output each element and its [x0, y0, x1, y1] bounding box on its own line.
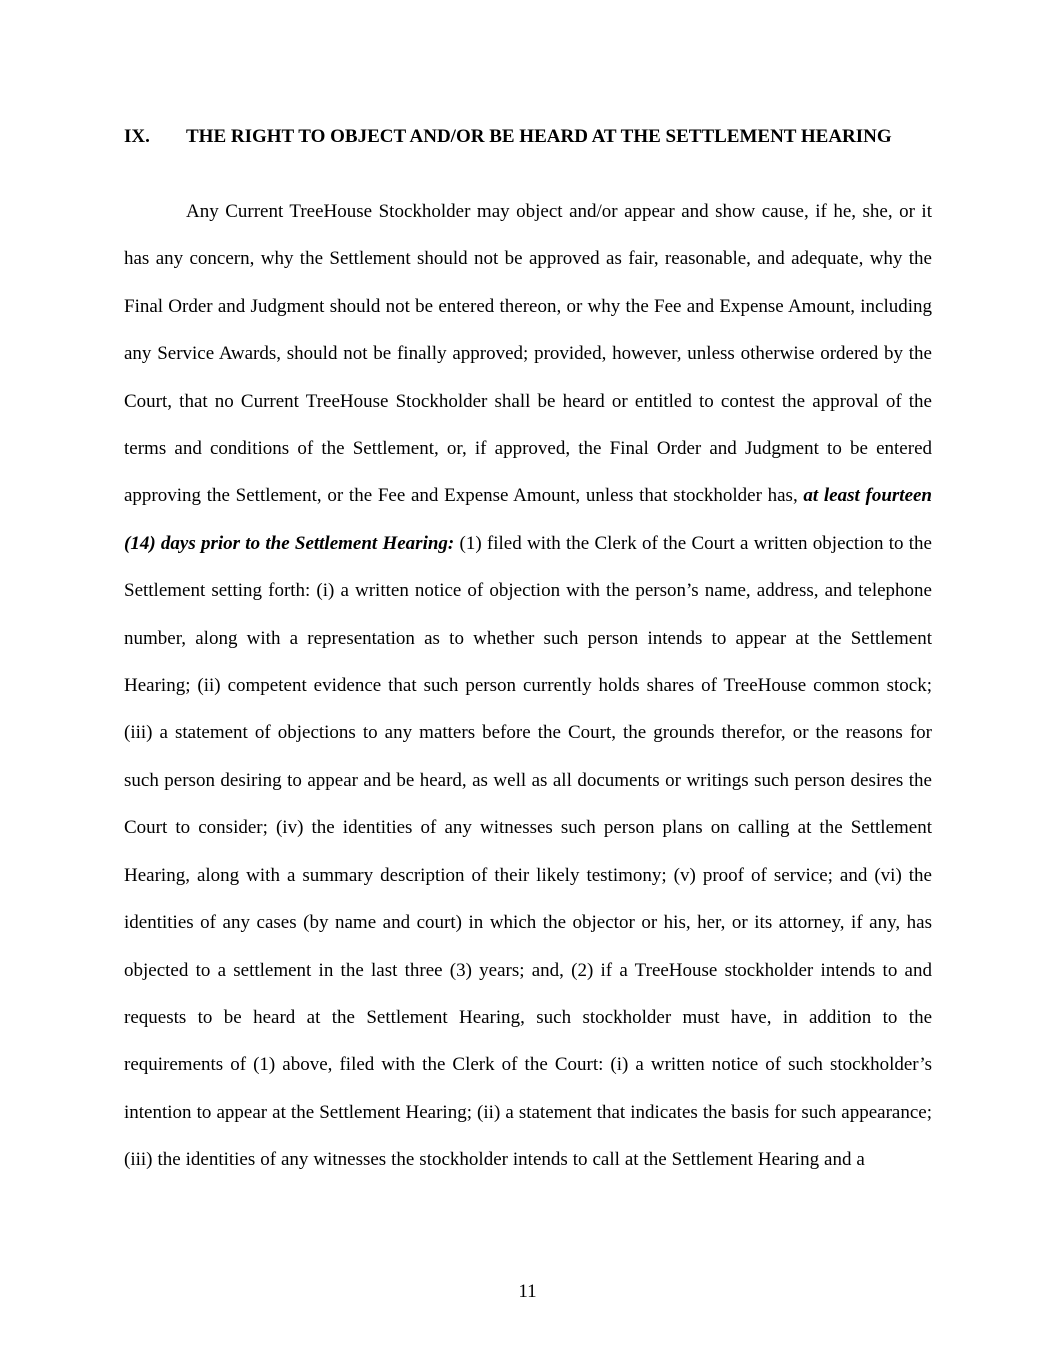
section-heading — [124, 125, 932, 149]
paragraph-text-part-1: Any Current TreeHouse Stockholder may object and/or appear and show cause, if he, she, or it has any concern, why the Settlement should not be approved as fair, reasonable, and adequate, why the Final Order and Judgment should not be entered thereon, or why the Fee and Expense Amount, including any Service Awards, should not be finally approved; provided, however, unless otherwise ordered by the Court, that no Current TreeHouse Stockholder shall be heard or entitled to contest the approval of the terms and conditions of the Settlement, or, if approved, the Final Order and Judgment to be entered approving the Settlement, or the Fee and Expense Amount, unless that stockholder has, — [124, 201, 932, 507]
section-number: IX. — [124, 126, 150, 147]
page-number: 11 — [518, 1281, 537, 1302]
body-paragraph — [124, 188, 932, 1184]
paragraph-text-part-2: (1) filed with the Clerk of the Court a written objection to the Settlement setting forth: (i) a written notice of objection with the person’s name, address, and telephone number, along with a representation as to whether such person intends to appear at the Settlement Hearing; (ii) competent evidence that such person currently holds shares of TreeHouse common stock; (iii) a statement of objections to any matters before the Court, the grounds therefor, or the reasons for such person desiring to appear and be heard, as well as all documents or writings such person desires the Court to consider; (iv) the identities of any witnesses such person plans on calling at the Settlement Hearing, along with a summary description of their likely testimony; (v) proof of service; and (vi) the identities of any cases (by name and court) in which the objector or his, her, or its attorney, if any, has objected to a settlement in the last three (3) years; and, (2) if a TreeHouse stockholder intends to and requests to be heard at the Settlement Hearing, such stockholder must have, in addition to the requirements of (1) above, filed with the Clerk of the Court: (i) a written notice of such stockholder’s intention to appear at the Settlement Hearing; (ii) a statement that indicates the basis for such appearance; (iii) the identities of any witnesses the stockholder intends to call at the Settlement Hearing and a — [124, 532, 932, 1171]
section-title: THE RIGHT TO OBJECT AND/OR BE HEARD AT THE SETTLEMENT HEARING — [186, 126, 892, 147]
deadline-emphasis: at least fourteen (14) days prior to the Settlement Hearing: — [124, 485, 932, 554]
